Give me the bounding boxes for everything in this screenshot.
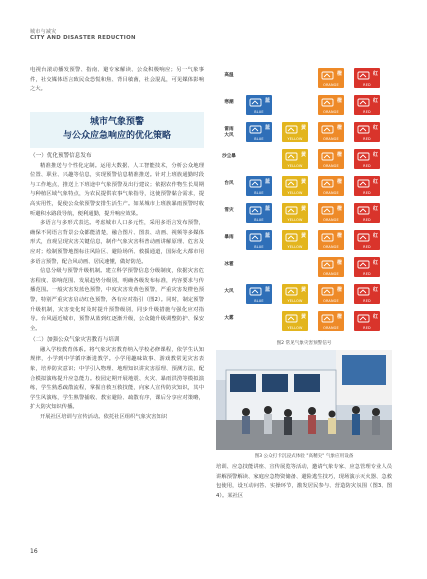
warning-level-en: YELLOW (287, 299, 303, 303)
warning-signal-blue (246, 176, 272, 196)
warning-row-label: 寒潮 (224, 100, 234, 105)
warning-level-en: RED (363, 218, 371, 222)
warning-level-en: YELLOW (287, 191, 303, 195)
warning-level-cn: 橙 (336, 125, 342, 131)
warning-signal-red (354, 122, 380, 142)
figure-2-caption: 图2 常见气象灾害预警信号 (276, 341, 332, 346)
warning-level-cn: 黄 (300, 206, 306, 212)
warning-level-en: RED (363, 272, 371, 276)
header-section-cn: 城市与减灾 (30, 29, 57, 35)
warning-level-cn: 黄 (300, 152, 306, 158)
warning-level-en: BLUE (254, 218, 264, 222)
warning-level-en: YELLOW (287, 137, 303, 141)
warning-signal-orange (318, 122, 344, 142)
warning-level-en: RED (363, 137, 371, 141)
warning-row-label: 雷雨 大风 (224, 127, 234, 138)
warning-signal-orange (318, 257, 344, 277)
warning-level-cn: 橙 (336, 314, 342, 320)
page-number: 16 (30, 548, 38, 555)
warning-level-en: BLUE (254, 299, 264, 303)
warning-level-cn: 红 (372, 206, 378, 212)
right-paragraph: 培训、应急技能讲座、宣传展览等活动，邀请气象专家、应急管理专业人员讲解预警解读、家庭应急物资储备、避险逃生技巧，现场演示灭火器、急救包使用，设互动问答、实操环节，激发居民参与、营造防灾氛围（图3、图4）。某社区 (216, 464, 392, 499)
paragraph-5: 开展社区培训与宣传活动。依托社区组织气象灾害知识 (40, 414, 168, 421)
warning-level-cn: 黄 (300, 179, 306, 185)
warning-level-cn: 红 (372, 260, 378, 266)
warning-level-en: RED (363, 164, 371, 168)
warning-signal-orange (318, 95, 344, 115)
warning-row-label: 台风 (224, 181, 234, 186)
section-title-line2: 与公众应急响应的优化策略 (62, 131, 171, 141)
warning-level-cn: 红 (372, 152, 378, 158)
warning-signal-orange (318, 149, 344, 169)
left-body (30, 152, 204, 423)
warning-row-label: 大风 (224, 289, 234, 294)
warning-level-en: YELLOW (287, 245, 303, 249)
warning-level-en: ORANGE (323, 110, 339, 114)
warning-row (216, 68, 392, 88)
warning-row-label: 暴雨 (224, 235, 234, 240)
subheading-2: （二）加强公众气象灾害教育与培训 (30, 337, 120, 344)
warning-row (216, 122, 392, 142)
warning-signal-red (354, 230, 380, 250)
warning-level-cn: 黄 (300, 287, 306, 293)
warning-level-en: RED (363, 326, 371, 330)
warning-signal-orange (318, 284, 344, 304)
warning-level-cn: 红 (372, 71, 378, 77)
warning-signal-red (354, 68, 380, 88)
header-section-en: CITY AND DISASTER REDUCTION (30, 35, 136, 41)
warning-level-cn: 橙 (336, 98, 342, 104)
warning-level-en: ORANGE (323, 299, 339, 303)
warning-signal-red (354, 311, 380, 331)
warning-signal-red (354, 257, 380, 277)
warning-signal-blue (246, 203, 272, 223)
warning-level-en: RED (363, 245, 371, 249)
warning-signal-red (354, 176, 380, 196)
warning-level-cn: 橙 (336, 71, 342, 77)
warning-level-en: ORANGE (323, 326, 339, 330)
warning-row (216, 230, 392, 250)
warning-level-en: YELLOW (287, 326, 303, 330)
warning-signal-orange (318, 68, 344, 88)
warning-row (216, 203, 392, 223)
warning-signal-red (354, 284, 380, 304)
warning-level-en: RED (363, 299, 371, 303)
warning-level-cn: 橙 (336, 233, 342, 239)
warning-level-cn: 红 (372, 314, 378, 320)
warning-level-en: YELLOW (287, 218, 303, 222)
warning-row (216, 176, 392, 196)
warning-row (216, 284, 392, 304)
warning-signal-orange (318, 230, 344, 250)
warning-level-cn: 黄 (300, 233, 306, 239)
warning-level-en: BLUE (254, 191, 264, 195)
warning-level-en: RED (363, 83, 371, 87)
warning-row-label: 冰雹 (224, 262, 234, 267)
event-photo-illustration (216, 350, 392, 450)
warning-level-cn: 橙 (336, 287, 342, 293)
warning-row-label: 高温 (224, 73, 234, 78)
warning-level-en: RED (363, 110, 371, 114)
paragraph-2: 多语言与多形式表达。考虑城市人口多元性，采用多语言发布预警，确保不同语言背景公众都能清楚，融合图片、图表、动画、视频等多媒体形式，直观呈现灾害关键信息，制作气象灾害科普动画讲解原理、危害及应对；绘制预警地图标注风险区、避险场所、救援通道，国际化大都市用多语言预警，配合风动画、居民速懂，做好防范。 (30, 220, 204, 265)
warning-signal-yellow (282, 311, 308, 331)
warning-level-en: ORANGE (323, 245, 339, 249)
warning-signal-orange (318, 176, 344, 196)
warning-level-cn: 橙 (336, 152, 342, 158)
warning-level-cn: 蓝 (264, 98, 270, 104)
left-column (30, 66, 204, 95)
warning-signal-blue (246, 230, 272, 250)
warning-signal-orange (318, 203, 344, 223)
warning-signal-blue (246, 122, 272, 142)
warning-signal-yellow (282, 149, 308, 169)
event-photo (216, 350, 392, 450)
paragraph-4: 融入学校教育体系。将气象灾害教育纳入学校必修课程，依学生认知规律，小学到中学循序渐进教学。小学用趣味故事、游戏教常见灾害表象，培养防灾意识；中学引入物理、地理知识讲灾害原理、预测方法，配合模拟演练提升应急能力。校园定期开展地震、火灾、暴雨洪涝等模拟演练，学生熟悉疏散流程，掌握自救互救技能，向家人宣传防灾知识，其中学生风演练，学生熟警捕收、教室避险、疏散有序，课后分享应对策略，扩大防灾知识传播。 (30, 346, 204, 411)
warning-signal-yellow (282, 230, 308, 250)
warning-level-en: RED (363, 191, 371, 195)
warning-level-en: ORANGE (323, 218, 339, 222)
subheading-1: （一）优化预警信息发布 (30, 153, 92, 159)
warning-signal-blue (246, 284, 272, 304)
warning-level-en: YELLOW (287, 164, 303, 168)
section-title (30, 115, 204, 143)
warning-level-cn: 蓝 (264, 287, 270, 293)
warning-level-cn: 黄 (300, 314, 306, 320)
warning-level-cn: 蓝 (264, 233, 270, 239)
figure-3-caption: 图3 公众打卡沉浸式体验 "高精尖" 气象应用设备 (254, 454, 354, 459)
warning-row (216, 149, 392, 169)
warning-signal-blue (246, 95, 272, 115)
warning-signal-red (354, 95, 380, 115)
section-title-banner (30, 112, 204, 148)
warning-signal-yellow (282, 203, 308, 223)
warning-level-en: BLUE (254, 110, 264, 114)
warning-level-cn: 黄 (300, 125, 306, 131)
warning-signal-red (354, 203, 380, 223)
warning-level-cn: 红 (372, 233, 378, 239)
warning-level-en: ORANGE (323, 137, 339, 141)
warning-level-en: ORANGE (323, 191, 339, 195)
warning-level-cn: 橙 (336, 206, 342, 212)
warning-level-cn: 蓝 (264, 125, 270, 131)
warning-level-cn: 红 (372, 287, 378, 293)
warning-level-en: BLUE (254, 245, 264, 249)
warning-row (216, 257, 392, 277)
warning-level-cn: 橙 (336, 260, 342, 266)
warning-level-cn: 蓝 (264, 206, 270, 212)
intro-paragraph: 电视台滚动播发预警、指南、避专家解读、公众积极响应；另一气象事件，社交媒体语言致民众恐慌和焦、背目敏菌，社会混乱，可见媒体影响之大。 (30, 67, 204, 93)
warning-row-label: 沙尘暴 (222, 154, 236, 159)
warning-row (216, 95, 392, 115)
warning-level-cn: 红 (372, 98, 378, 104)
warning-level-cn: 橙 (336, 179, 342, 185)
warning-signal-yellow (282, 122, 308, 142)
warning-row (216, 311, 392, 331)
paragraph-3: 信息分级与预警升级机制。建立科学预警信息分级制度，依据灾害危害程度、影响范围、发展趋势分级别，明确各级发布标准，内容要求与传播范围。一般灾害发蓝色预警，中度灾害发黄色预警，严重灾害发橙色预警，特别严重灾害启动红色预警，各有应对指引（图2）。同时，制定预警升级机制，灾害变化时及时提升预警级别，同步升级措施与强化应对指导。台风逼近城市，预警从蓝到红逐渐升级，公众随升级调整防护、保安全。 (30, 268, 204, 332)
warning-level-cn: 红 (372, 125, 378, 131)
warning-row-label: 大雾 (224, 316, 234, 321)
warning-signal-yellow (282, 176, 308, 196)
warning-level-en: ORANGE (323, 272, 339, 276)
warning-signal-orange (318, 311, 344, 331)
section-title-line1: 城市气象预警 (89, 117, 144, 127)
paragraph-1: 精准推送与个性化定制。运用大数据、人工智能技术，分析公众地理位置、职业、兴趣等信息，实现预警信息精准推送。针对上班族通勤时段与工作地点，推送上下班途中气象预警及出行建议；依据农作物生长周期与种植区域气象特点，为农民提供农事气象指导，这使预警黏合需求，提高实用性，促使公众依预警安排生活生产。如某城市上班族暴雨预警时收听避积水路段导航，便利通勤，提升响应效果。 (30, 162, 204, 217)
warning-level-en: ORANGE (323, 83, 339, 87)
right-column-bottom (216, 463, 392, 501)
warning-level-en: ORANGE (323, 164, 339, 168)
warning-signal-yellow (282, 284, 308, 304)
warning-level-en: BLUE (254, 137, 264, 141)
warning-level-cn: 红 (372, 179, 378, 185)
warning-row-label: 雪灾 (224, 208, 234, 213)
warning-signal-red (354, 149, 380, 169)
warning-level-cn: 蓝 (264, 179, 270, 185)
